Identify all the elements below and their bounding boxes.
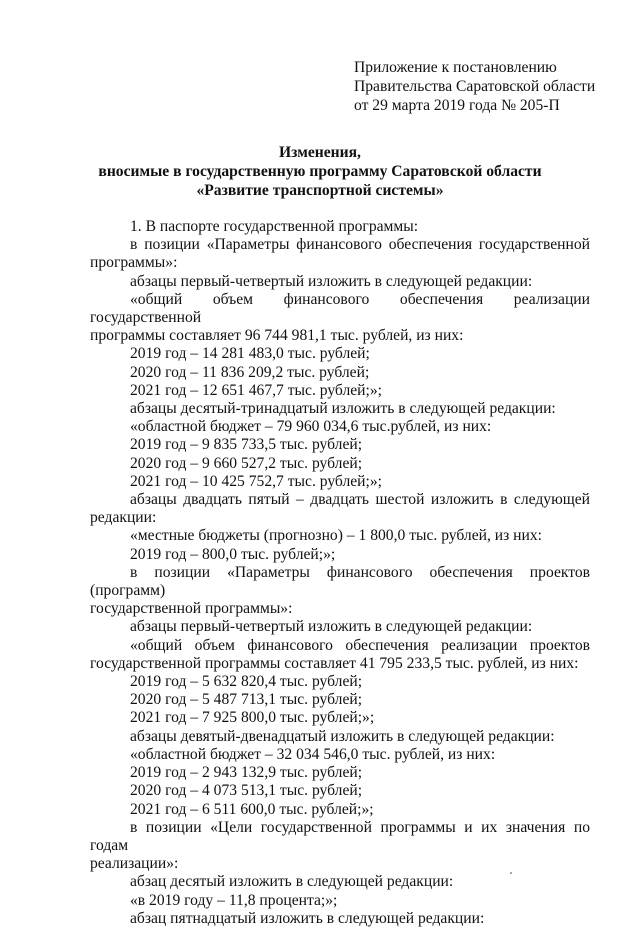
paragraph: «в 2019 году – 11,8 процента;»; [130, 891, 338, 909]
paragraph: 2020 год – 11 836 209,2 тыс. рублей; [130, 363, 370, 381]
paragraph-continuation: программы»: [90, 254, 178, 272]
paragraph: 2021 год – 7 925 800,0 тыс. рублей;»; [130, 709, 375, 727]
paragraph: «областной бюджет – 79 960 034,6 тыс.рублей, из них: [130, 418, 492, 436]
paragraph: абзац пятнадцатый изложить в следующей редакции: [130, 909, 485, 927]
paragraph: в позиции «Параметры финансового обеспечения государственной [130, 236, 590, 254]
paragraph: абзацы двадцать пятый – двадцать шестой изложить в следующей [130, 491, 590, 509]
paragraph-continuation: государственной программы»: [90, 600, 293, 618]
paragraph: 2020 год – 4 073 513,1 тыс. рублей; [130, 782, 363, 800]
appendix-line: от 29 марта 2019 года № 205-П [354, 97, 560, 114]
paragraph: 2021 год – 12 651 467,7 тыс. рублей;»; [130, 381, 382, 399]
title-line: «Развитие транспортной системы» [196, 182, 444, 199]
paragraph-continuation: программы составляет 96 744 981,1 тыс. рублей, из них: [90, 327, 464, 345]
paragraph: 2021 год – 10 425 752,7 тыс. рублей;»; [130, 472, 382, 490]
paragraph: в позиции «Параметры финансового обеспечения проектов (программ) [90, 563, 590, 600]
paragraph: 2019 год – 9 835 733,5 тыс. рублей; [130, 436, 363, 454]
paragraph: 2019 год – 5 632 820,4 тыс. рублей; [130, 673, 363, 691]
scan-speck [510, 872, 512, 874]
appendix-header [354, 58, 624, 115]
paragraph: «областной бюджет – 32 034 546,0 тыс. рублей, из них: [130, 745, 496, 763]
paragraph: «местные бюджеты (прогнозно) – 1 800,0 тыс. рублей, из них: [130, 527, 543, 545]
document-title [90, 143, 550, 200]
paragraph: 2019 год – 800,0 тыс. рублей;»; [130, 545, 336, 563]
paragraph: 2020 год – 5 487 713,1 тыс. рублей; [130, 691, 363, 709]
paragraph: абзацы первый-четвертый изложить в следующей редакции: [130, 618, 533, 636]
paragraph: 2019 год – 2 943 132,9 тыс. рублей; [130, 764, 363, 782]
paragraph: абзац десятый изложить в следующей редакции: [130, 873, 454, 891]
paragraph: «общий объем финансового обеспечения реализации государственной [90, 290, 590, 327]
paragraph: 1. В паспорте государственной программы: [130, 218, 419, 235]
paragraph: 2019 год – 14 281 483,0 тыс. рублей; [130, 345, 370, 363]
appendix-line: Правительства Саратовской области [354, 78, 596, 95]
paragraph: абзацы девятый-двенадцатый изложить в следующей редакции: [130, 727, 555, 745]
paragraph-continuation: реализации»: [90, 855, 179, 873]
paragraph: в позиции «Цели государственной программы и их значения по годам [90, 818, 590, 854]
paragraph-continuation: государственной программы составляет 41 795 233,5 тыс. рублей, из них: [90, 654, 579, 672]
document-body [90, 218, 590, 928]
paragraph: 2020 год – 9 660 527,2 тыс. рублей; [130, 454, 363, 472]
paragraph: 2021 год – 6 511 600,0 тыс. рублей;»; [130, 800, 374, 818]
paragraph: абзацы десятый-тринадцатый изложить в следующей редакции: [130, 400, 556, 418]
paragraph: абзацы первый-четвертый изложить в следующей редакции: [130, 272, 533, 290]
paragraph: «общий объем финансового обеспечения реализации проектов [130, 636, 590, 654]
paragraph-continuation: редакции: [90, 509, 157, 527]
title-line: вносимые в государственную программу Саратовской области [98, 163, 542, 180]
appendix-line: Приложение к постановлению [354, 59, 557, 76]
title-line: Изменения, [279, 144, 361, 161]
